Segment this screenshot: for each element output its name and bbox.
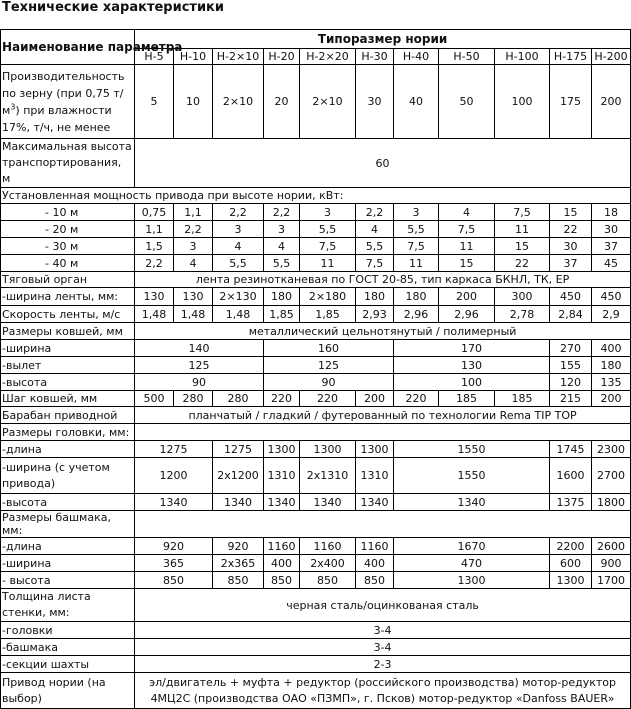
- value-cell: 200: [356, 391, 394, 407]
- row-label: -башмака: [1, 639, 135, 656]
- size-cell: Н-100: [495, 49, 550, 65]
- value-cell: 90: [264, 374, 394, 391]
- value-cell: 3: [174, 238, 213, 255]
- row-label: - высота: [1, 572, 135, 589]
- label-part: ) при влажности 17%, т/ч, не менее: [2, 103, 112, 134]
- value-cell: 1310: [356, 458, 394, 494]
- value-cell: 1670: [394, 538, 550, 555]
- row-label: -ширина ленты, мм:: [1, 288, 135, 306]
- row-label: -вылет: [1, 357, 135, 374]
- row-label: -головки: [1, 622, 135, 639]
- value-cell: 3-4: [135, 639, 631, 656]
- value-cell: 400: [356, 555, 394, 572]
- value-cell: 2,2: [264, 204, 300, 221]
- value-cell: 1700: [592, 572, 631, 589]
- value-cell: 5,5: [300, 221, 356, 238]
- row-label: -длина: [1, 538, 135, 555]
- boot-height-row: [1, 572, 631, 589]
- value-cell: 1340: [394, 494, 550, 511]
- size-cell: Н-30: [356, 49, 394, 65]
- value-cell: 1275: [135, 441, 213, 458]
- bucket-width-row: [1, 340, 631, 357]
- value-cell: 220: [264, 391, 300, 407]
- value-cell: металлический цельнотянутый / полимерный: [135, 323, 631, 340]
- value-cell: 7,5: [439, 221, 495, 238]
- power-row: [1, 238, 631, 255]
- value-cell: 1300: [394, 572, 550, 589]
- value-cell: 2,84: [550, 306, 592, 323]
- section-label: Установленная мощность привода при высоте нории, кВт:: [1, 188, 631, 204]
- param-header: Наименование параметра: [1, 30, 135, 65]
- boot-header-row: [1, 511, 631, 538]
- value-cell: 22: [495, 255, 550, 272]
- value-cell: 2,2: [213, 204, 264, 221]
- value-cell: 1160: [300, 538, 356, 555]
- value-cell: 450: [592, 288, 631, 306]
- value-cell: 2х365: [213, 555, 264, 572]
- head-header-row: [1, 424, 631, 441]
- bucket-reach-row: [1, 357, 631, 374]
- value-cell: 400: [592, 340, 631, 357]
- value-cell: 30: [592, 221, 631, 238]
- value-cell: 850: [264, 572, 300, 589]
- value-cell: 125: [135, 357, 264, 374]
- value-cell: 1,1: [174, 204, 213, 221]
- value-cell: 200: [439, 288, 495, 306]
- value-cell: 5,5: [264, 255, 300, 272]
- size-cell: Н-20: [264, 49, 300, 65]
- value-cell: 2600: [592, 538, 631, 555]
- value-cell: 18: [592, 204, 631, 221]
- value-cell: 3: [394, 204, 439, 221]
- row-label: -ширина (с учетом привода): [1, 458, 135, 494]
- label-part: Производительность по зерну (при 0,75 т/м: [2, 69, 125, 117]
- empty-cell: [135, 424, 631, 441]
- boot-length-row: [1, 538, 631, 555]
- value-cell: 130: [174, 288, 213, 306]
- label-part: 3: [10, 101, 16, 111]
- row-label: -высота: [1, 374, 135, 391]
- value-cell: 1375: [550, 494, 592, 511]
- value-cell: 2,93: [356, 306, 394, 323]
- value-cell: 180: [264, 288, 300, 306]
- value-cell: 7,5: [300, 238, 356, 255]
- value-cell: 1800: [592, 494, 631, 511]
- value-cell: 125: [264, 357, 394, 374]
- value-cell: 1,48: [174, 306, 213, 323]
- value-cell: 450: [550, 288, 592, 306]
- value-cell: 3-4: [135, 622, 631, 639]
- value-cell: 130: [394, 357, 550, 374]
- row-label: -высота: [1, 494, 135, 511]
- value-cell: 2,2: [135, 255, 174, 272]
- value-cell: 2700: [592, 458, 631, 494]
- value-cell: 2×180: [300, 288, 356, 306]
- value-cell: 280: [213, 391, 264, 407]
- value-cell: 280: [174, 391, 213, 407]
- value-cell: 920: [213, 538, 264, 555]
- value-cell: 7,5: [394, 238, 439, 255]
- value-cell: 5,5: [394, 221, 439, 238]
- size-cell: Н-175: [550, 49, 592, 65]
- value-cell: планчатый / гладкий / футерованный по технологии Rema TIP TOP: [135, 407, 631, 424]
- row-label: - 40 м: [1, 255, 135, 272]
- value-cell: 2-3: [135, 656, 631, 673]
- value-cell: 1200: [135, 458, 213, 494]
- row-label: Тяговый орган: [1, 272, 135, 288]
- value-cell: 1300: [300, 441, 356, 458]
- wall-boot-row: [1, 639, 631, 656]
- value-cell: 1745: [550, 441, 592, 458]
- value-cell: 850: [135, 572, 213, 589]
- value-cell: 15: [550, 204, 592, 221]
- value-cell: 170: [394, 340, 550, 357]
- value-cell: 11: [394, 255, 439, 272]
- bucket-height-row: [1, 374, 631, 391]
- value-cell: 135: [592, 374, 631, 391]
- head-length-row: [1, 441, 631, 458]
- value-cell: 4: [356, 221, 394, 238]
- value-cell: 220: [300, 391, 356, 407]
- value-cell: 1160: [264, 538, 300, 555]
- value-cell: 20: [264, 65, 300, 139]
- value-cell: 270: [550, 340, 592, 357]
- value-cell: черная сталь/оцинкованая сталь: [135, 589, 631, 622]
- row-label: Максимальная высота транспортирования, м: [1, 139, 135, 188]
- value-cell: 4: [439, 204, 495, 221]
- value-cell: 2,9: [592, 306, 631, 323]
- value-cell: 1340: [213, 494, 264, 511]
- head-width-row: [1, 458, 631, 494]
- row-label: Привод нории (на выбор): [1, 673, 135, 709]
- value-cell: 4: [264, 238, 300, 255]
- power-row: [1, 221, 631, 238]
- capacity-row: [1, 65, 631, 139]
- value-cell: 22: [550, 221, 592, 238]
- value-cell: 7,5: [356, 255, 394, 272]
- value-cell: 5,5: [213, 255, 264, 272]
- value-cell: 200: [592, 391, 631, 407]
- value-cell: 4: [174, 255, 213, 272]
- size-cell: Н-5: [135, 49, 174, 65]
- value-cell: 1,48: [213, 306, 264, 323]
- belt-width-row: [1, 288, 631, 306]
- value-cell: 1300: [356, 441, 394, 458]
- value-cell: 1340: [135, 494, 213, 511]
- value-cell: 2х1200: [213, 458, 264, 494]
- value-cell: 185: [495, 391, 550, 407]
- value-cell: 2х1310: [300, 458, 356, 494]
- drive-row: [1, 673, 631, 709]
- value-cell: 2200: [550, 538, 592, 555]
- value-cell: 185: [439, 391, 495, 407]
- value-cell: 600: [550, 555, 592, 572]
- value-cell: 160: [264, 340, 394, 357]
- value-cell: 30: [550, 238, 592, 255]
- value-cell: 11: [495, 221, 550, 238]
- value-cell: 5: [135, 65, 174, 139]
- value-cell: 2,96: [439, 306, 495, 323]
- value-cell: 1340: [264, 494, 300, 511]
- bucket-pitch-row: [1, 391, 631, 407]
- traction-row: [1, 272, 631, 288]
- value-cell: 900: [592, 555, 631, 572]
- value-cell: 3: [300, 204, 356, 221]
- value-cell: 60: [135, 139, 631, 188]
- size-cell: Н-50: [439, 49, 495, 65]
- value-cell: 155: [550, 357, 592, 374]
- power-row: [1, 255, 631, 272]
- value-cell: 1300: [550, 572, 592, 589]
- value-cell: 40: [394, 65, 439, 139]
- value-cell: 45: [592, 255, 631, 272]
- value-cell: 4: [213, 238, 264, 255]
- value-cell: 3: [264, 221, 300, 238]
- value-cell: 2,78: [495, 306, 550, 323]
- value-cell: 1160: [356, 538, 394, 555]
- wall-head-row: [1, 622, 631, 639]
- value-cell: 2×10: [213, 65, 264, 139]
- wall-shaft-row: [1, 656, 631, 673]
- row-label: Толщина листа стенки, мм:: [1, 589, 135, 622]
- value-cell: 100: [495, 65, 550, 139]
- value-cell: 90: [135, 374, 264, 391]
- empty-cell: [135, 511, 631, 538]
- max-height-row: [1, 139, 631, 188]
- value-cell: 2,2: [356, 204, 394, 221]
- header-row: [1, 30, 631, 49]
- value-cell: 215: [550, 391, 592, 407]
- value-cell: 1,85: [264, 306, 300, 323]
- power-header-row: [1, 188, 631, 204]
- value-cell: 200: [592, 65, 631, 139]
- row-label: Барабан приводной: [1, 407, 135, 424]
- value-cell: 1550: [394, 458, 550, 494]
- size-cell: Н-2×10: [213, 49, 264, 65]
- value-cell: 2,2: [174, 221, 213, 238]
- value-cell: 1,5: [135, 238, 174, 255]
- value-cell: 7,5: [495, 204, 550, 221]
- value-cell: 5,5: [356, 238, 394, 255]
- value-cell: 365: [135, 555, 213, 572]
- row-label: -ширина: [1, 555, 135, 572]
- value-cell: 1340: [356, 494, 394, 511]
- row-label: Размеры ковшей, мм: [1, 323, 135, 340]
- row-label: -длина: [1, 441, 135, 458]
- wall-header-row: [1, 589, 631, 622]
- power-row: [1, 204, 631, 221]
- row-label: - 20 м: [1, 221, 135, 238]
- page-title: Технические характеристики: [2, 0, 224, 15]
- value-cell: 1275: [213, 441, 264, 458]
- value-cell: 3: [213, 221, 264, 238]
- row-label: - 30 м: [1, 238, 135, 255]
- value-cell: 11: [300, 255, 356, 272]
- value-cell: 850: [300, 572, 356, 589]
- spec-table: [0, 29, 631, 709]
- row-label: Шаг ковшей, мм: [1, 391, 135, 407]
- value-cell: 30: [356, 65, 394, 139]
- value-cell: 1,85: [300, 306, 356, 323]
- value-cell: 2,96: [394, 306, 439, 323]
- value-cell: 15: [495, 238, 550, 255]
- size-cell: Н-2×20: [300, 49, 356, 65]
- row-label: -ширина: [1, 340, 135, 357]
- value-cell: 850: [213, 572, 264, 589]
- value-cell: 2×130: [213, 288, 264, 306]
- value-cell: 37: [550, 255, 592, 272]
- value-cell: 11: [439, 238, 495, 255]
- belt-speed-row: [1, 306, 631, 323]
- row-label: Размеры головки, мм:: [1, 424, 135, 441]
- value-cell: 920: [135, 538, 213, 555]
- value-cell: 0,75: [135, 204, 174, 221]
- size-cell: Н-40: [394, 49, 439, 65]
- head-height-row: [1, 494, 631, 511]
- value-cell: 1310: [264, 458, 300, 494]
- row-label: - 10 м: [1, 204, 135, 221]
- size-cell: Н-10: [174, 49, 213, 65]
- value-cell: 850: [356, 572, 394, 589]
- value-cell: 1550: [394, 441, 550, 458]
- value-cell: 180: [394, 288, 439, 306]
- value-cell: 470: [394, 555, 550, 572]
- value-cell: 1,1: [135, 221, 174, 238]
- value-cell: 1600: [550, 458, 592, 494]
- value-cell: 2300: [592, 441, 631, 458]
- row-label: Скорость ленты, м/с: [1, 306, 135, 323]
- buckets-header-row: [1, 323, 631, 340]
- value-cell: 1340: [300, 494, 356, 511]
- value-cell: 37: [592, 238, 631, 255]
- value-cell: 180: [592, 357, 631, 374]
- value-cell: 10: [174, 65, 213, 139]
- value-cell: 1,48: [135, 306, 174, 323]
- size-header: Типоразмер нории: [135, 30, 631, 49]
- value-cell: 500: [135, 391, 174, 407]
- value-cell: эл/двигатель + муфта + редуктор (российского производства) мотор-редуктор 4МЦ2С (производства ОАО «ПЗМП», г. Псков) мотор-редуктор «Danfoss BAUER»: [135, 673, 631, 709]
- row-label: -секции шахты: [1, 656, 135, 673]
- boot-width-row: [1, 555, 631, 572]
- value-cell: 15: [439, 255, 495, 272]
- value-cell: 220: [394, 391, 439, 407]
- value-cell: 2х400: [300, 555, 356, 572]
- value-cell: 2×10: [300, 65, 356, 139]
- row-label: [1, 65, 135, 139]
- value-cell: 300: [495, 288, 550, 306]
- value-cell: 50: [439, 65, 495, 139]
- size-cell: Н-200: [592, 49, 631, 65]
- value-cell: лента резинотканевая по ГОСТ 20-85, тип каркаса БКНЛ, ТК, ЕР: [135, 272, 631, 288]
- value-cell: 120: [550, 374, 592, 391]
- value-cell: 140: [135, 340, 264, 357]
- value-cell: 400: [264, 555, 300, 572]
- value-cell: 100: [394, 374, 550, 391]
- drum-row: [1, 407, 631, 424]
- value-cell: 180: [356, 288, 394, 306]
- value-cell: 1300: [264, 441, 300, 458]
- value-cell: 130: [135, 288, 174, 306]
- row-label: Размеры башмака, мм:: [1, 511, 135, 538]
- value-cell: 175: [550, 65, 592, 139]
